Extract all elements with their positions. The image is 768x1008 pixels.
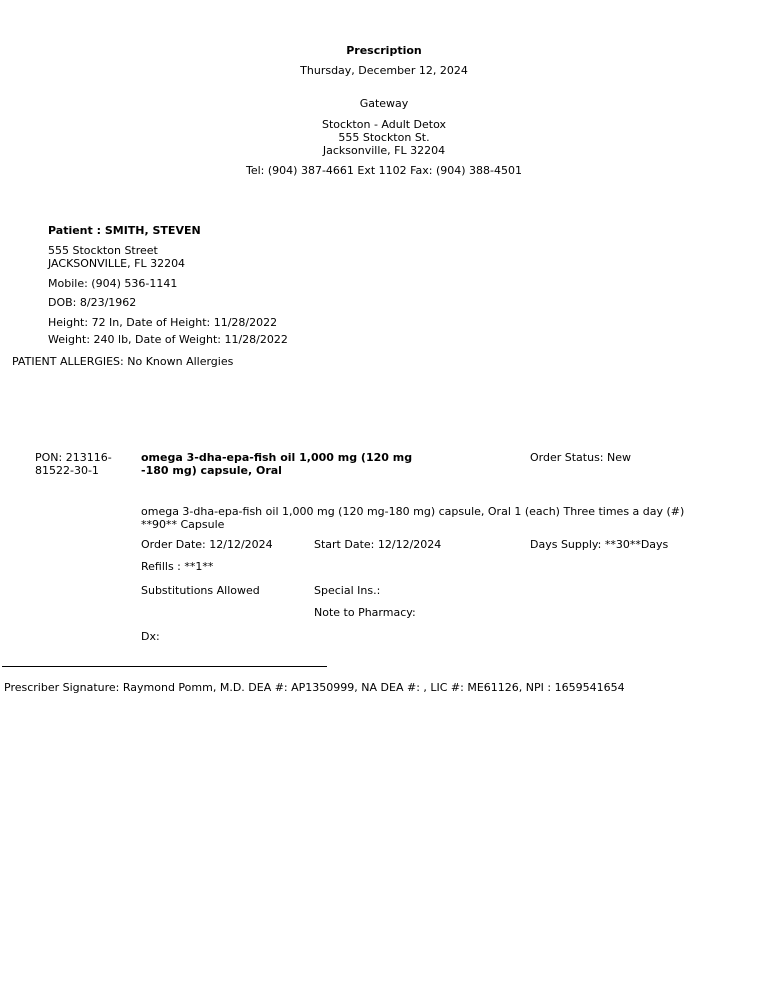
patient-mobile: Mobile: (904) 536-1141: [48, 277, 178, 290]
patient-address-line2: JACKSONVILLE, FL 32204: [48, 257, 186, 270]
drug-name-line1: omega 3-dha-epa-fish oil 1,000 mg (120 mg: [141, 451, 413, 464]
days-supply: Days Supply: **30**Days: [530, 538, 669, 551]
order-date: Order Date: 12/12/2024: [141, 538, 273, 551]
patient-name: Patient : SMITH, STEVEN: [48, 224, 201, 237]
patient-weight: Weight: 240 lb, Date of Weight: 11/28/2022: [48, 333, 288, 346]
signature-rule: [2, 666, 327, 667]
special-instructions: Special Ins.:: [314, 584, 381, 597]
drug-name-line2: -180 mg) capsule, Oral: [141, 464, 282, 477]
prescriber-signature: Prescriber Signature: Raymond Pomm, M.D. DEA #: AP1350999, NA DEA #: , LIC #: ME61126, NPI : 1659541654: [4, 681, 625, 694]
sig-line2: **90** Capsule: [141, 518, 225, 531]
document-date: Thursday, December 12, 2024: [300, 64, 468, 77]
organization-name: Gateway: [359, 97, 409, 110]
note-to-pharmacy: Note to Pharmacy:: [314, 606, 416, 619]
patient-address-line1: 555 Stockton Street: [48, 244, 158, 257]
substitutions: Substitutions Allowed: [141, 584, 260, 597]
start-date: Start Date: 12/12/2024: [314, 538, 442, 551]
refills: Refills : **1**: [141, 560, 214, 573]
facility-contact: Tel: (904) 387-4661 Ext 1102 Fax: (904) 388-4501: [246, 164, 522, 177]
diagnosis: Dx:: [141, 630, 160, 643]
document-title: Prescription: [346, 44, 422, 57]
order-status: Order Status: New: [530, 451, 632, 464]
facility-name: Stockton - Adult Detox: [321, 118, 447, 131]
patient-allergies: PATIENT ALLERGIES: No Known Allergies: [12, 355, 234, 368]
facility-city: Jacksonville, FL 32204: [322, 144, 446, 157]
sig-line1: omega 3-dha-epa-fish oil 1,000 mg (120 mg-180 mg) capsule, Oral 1 (each) Three times a day (#): [141, 505, 685, 518]
patient-dob: DOB: 8/23/1962: [48, 296, 137, 309]
pon-number-line1: PON: 213116-: [35, 451, 112, 464]
pon-number-line2: 81522-30-1: [35, 464, 99, 477]
patient-height: Height: 72 In, Date of Height: 11/28/2022: [48, 316, 278, 329]
facility-street: 555 Stockton St.: [338, 131, 430, 144]
